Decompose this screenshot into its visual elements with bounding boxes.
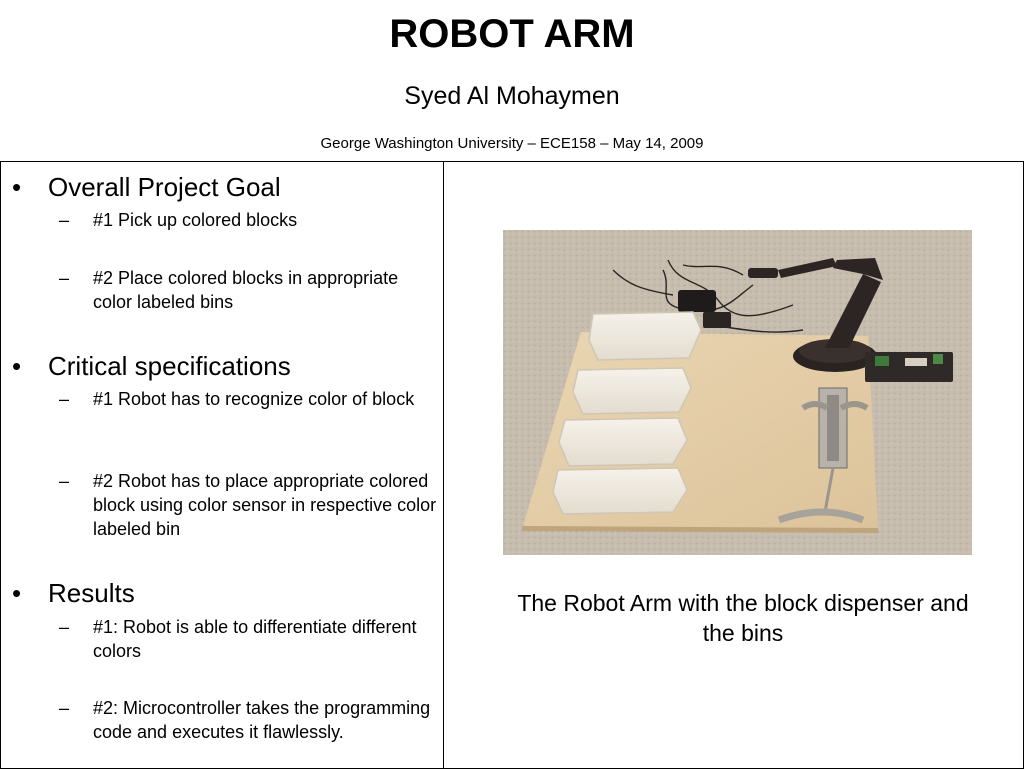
list-item — [59, 387, 439, 411]
bullet-dash-icon: – — [59, 389, 70, 409]
list-item-text: #2 Place colored blocks in appropriate color labeled bins — [93, 268, 399, 312]
affiliation-line: George Washington University – ECE158 – May 14, 2009 — [320, 135, 704, 152]
robot-arm-illustration — [503, 230, 972, 555]
section-heading-text: Results — [48, 578, 135, 608]
robot-arm-photo — [503, 230, 972, 555]
list-item-text: #2 Robot has to place appropriate colored block using color sensor in respective color labeled bin — [93, 471, 437, 539]
bullet-dash-icon: – — [59, 210, 70, 230]
section-heading-text: Critical specifications — [48, 351, 291, 381]
bullet-dash-icon: – — [59, 698, 70, 718]
list-item-text: #1: Robot is able to differentiate different colors — [93, 617, 417, 661]
list-item — [59, 266, 439, 314]
list-item — [59, 208, 439, 232]
column-divider — [443, 161, 444, 768]
bullet-dot-icon: • — [12, 172, 22, 202]
list-item-text: #1 Pick up colored blocks — [93, 210, 298, 230]
section-heading-text: Overall Project Goal — [48, 172, 281, 202]
slide-title: ROBOT ARM — [389, 12, 635, 56]
power-adapter — [678, 290, 716, 312]
bullet-dot-icon: • — [12, 351, 22, 381]
list-item — [59, 469, 439, 541]
figure-caption: The Robot Arm with the block dispenser and the bins — [517, 590, 969, 646]
author-name: Syed Al Mohaymen — [404, 82, 620, 110]
bullet-dot-icon: • — [12, 578, 22, 608]
list-item — [59, 696, 439, 744]
bullet-dash-icon: – — [59, 617, 70, 637]
list-item-text: #2: Microcontroller takes the programming code and executes it flawlessly. — [93, 698, 431, 742]
list-item — [59, 615, 439, 663]
bullet-dash-icon: – — [59, 471, 70, 491]
bullet-panel — [0, 162, 443, 767]
list-item-text: #1 Robot has to recognize color of block — [93, 389, 415, 409]
bullet-dash-icon: – — [59, 268, 70, 288]
